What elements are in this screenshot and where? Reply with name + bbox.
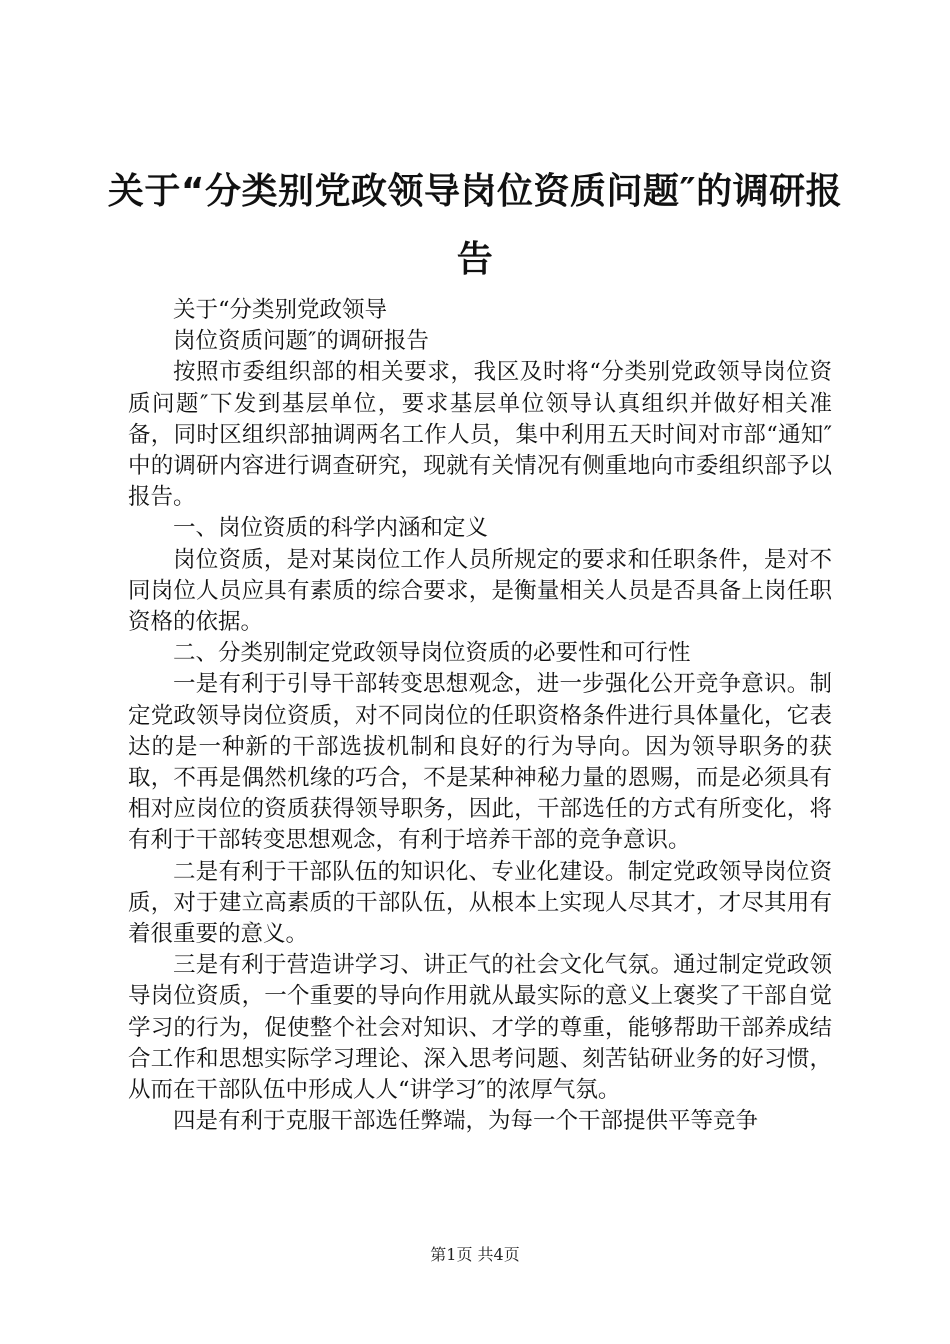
paragraph: 岗位资质问题″的调研报告 [173,328,429,355]
document-body [128,295,832,1137]
section-heading: 二、分类别制定党政领导岗位资质的必要性和可行性 [173,640,691,667]
paragraph: 二是有利于干部队伍的知识化、专业化建设。制定党政领导岗位资质，对于建立高素质的干部队伍，从根本上实现人尽其才，才尽其用有着很重要的意义。 [128,858,832,948]
paragraph: 岗位资质，是对某岗位工作人员所规定的要求和任职条件，是对不同岗位人员应具有素质的综合要求，是衡量相关人员是否具备上岗任职资格的依据。 [128,546,832,636]
section-heading: 一、岗位资质的科学内涵和定义 [173,515,489,542]
paragraph: 一是有利于引导干部转变思想观念，进一步强化公开竞争意识。制定党政领导岗位资质，对不同岗位的任职资格条件进行具体量化，它表达的是一种新的干部选拔机制和良好的行为导向。因为领导职务的获取，不再是偶然机缘的巧合，不是某种神秘力量的恩赐，而是必须具有相对应岗位的资质获得领导职务，因此，干部选任的方式有所变化，将有利于干部转变思想观念，有利于培养干部的竞争意识。 [128,671,832,854]
paragraph: 关于“分类别党政领导 [173,297,388,323]
paragraph: 按照市委组织部的相关要求，我区及时将“分类别党政领导岗位资质问题″下发到基层单位，要求基层单位领导认真组织并做好相关准备，同时区组织部抽调两名工作人员，集中利用五天时间对市部“通知″中的调研内容进行调查研究，现就有关情况有侧重地向市委组织部予以报告。 [128,359,832,511]
page-footer: 第1页 共4页 [430,1245,520,1264]
paragraph: 四是有利于克服干部选任弊端，为每一个干部提供平等竞争 [173,1108,759,1135]
document-title: 关于“分类别党政领导岗位资质问题″的调研报告 [107,171,843,280]
paragraph: 三是有利于营造讲学习、讲正气的社会文化气氛。通过制定党政领导岗位资质，一个重要的导向作用就从最实际的意义上褒奖了干部自觉学习的行为，促使整个社会对知识、才学的尊重，能够帮助干部养成结合工作和思想实际学习理论、深入思考问题、刻苦钻研业务的好习惯，从而在干部队伍中形成人人“讲学习″的浓厚气氛。 [128,952,832,1104]
